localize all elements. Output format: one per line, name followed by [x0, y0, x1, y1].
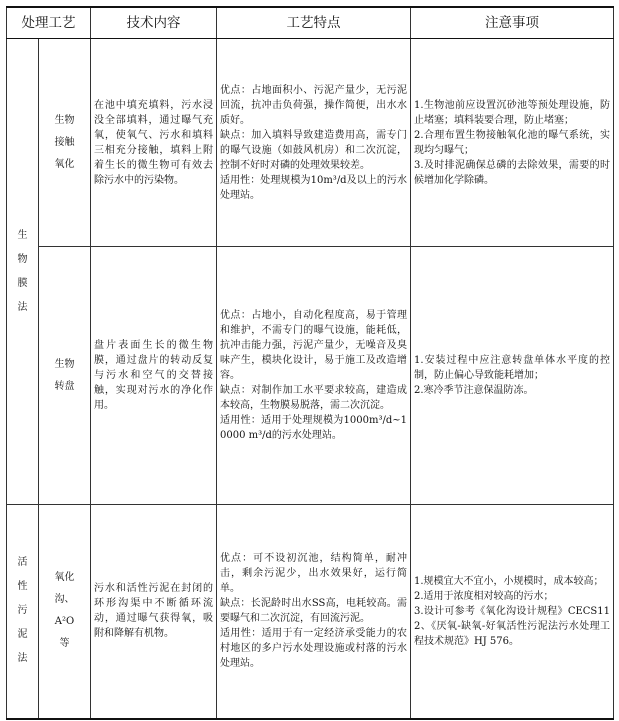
process-label: 生物转盘 [54, 358, 75, 392]
table-row [7, 247, 614, 505]
notes-cell [411, 505, 614, 719]
note-item: 1.安装过程中应注意转盘单体水平度的控制，防止偏心导致能耗增加； [414, 355, 610, 381]
process-label: 生物接触氧化 [54, 114, 75, 170]
process-cell [39, 247, 91, 505]
note-item: 3.设计可参考《氧化沟设计规程》CECS112、《厌氧-缺氧-好氧活性污泥法污水处理工程技术规范》HJ 576。 [414, 605, 610, 647]
category-cell [7, 39, 39, 505]
header-process: 处理工艺 [7, 7, 91, 39]
header-features: 工艺特点 [217, 7, 411, 39]
feature-pros: 优点：占地面积小、污泥产量少，无污泥回流，抗冲击负荷强，操作简便，出水水质好。 [220, 84, 407, 126]
feature-pros: 优点：可不设初沉池，结构简单，耐冲击，剩余污泥少，出水效果好，运行简单。 [220, 553, 407, 595]
header-tech: 技术内容 [91, 7, 217, 39]
feature-applicability: 适用性：适用于有一定经济承受能力的农村地区的多户污水处理设施或村落的污水处理站。 [220, 628, 407, 670]
process-table [6, 6, 614, 720]
note-item: 2.寒冷季节注意保温防冻。 [414, 385, 534, 396]
feature-pros: 优点：占地小，自动化程度高，易于管理和维护，不需专门的曝气设施，能耗低，抗冲击能力强，污泥产量少，无噪音及臭味产生，模块化设计，易于施工及改造增容。 [220, 310, 407, 381]
category-label: 活性污泥法 [17, 557, 28, 665]
tech-cell: 污水和活性污泥在封闭的环形沟渠中不断循环流动，通过曝气获得氧，吸附和降解有机物。 [91, 505, 217, 719]
category-cell [7, 505, 39, 719]
features-cell [217, 505, 411, 719]
category-label: 生物膜法 [17, 229, 28, 313]
notes-cell [411, 247, 614, 505]
tech-cell: 盘片表面生长的微生物膜，通过盘片的转动反复与污水和空气的交替接触，实现对污水的净化作用。 [91, 247, 217, 505]
feature-cons: 缺点：加入填料导致建造费用高，需专门的曝气设施（如鼓风机房）和二次沉淀，控制不好时对磷的处理效果较差。 [220, 129, 407, 171]
table-header-row [7, 7, 614, 39]
feature-applicability: 适用性：处理规模为10m³/d及以上的污水处理站。 [220, 174, 407, 201]
header-notes: 注意事项 [411, 7, 614, 39]
note-item: 2.适用于浓度相对较高的污水； [414, 590, 554, 602]
process-label: 氧化沟、A²O等 [54, 572, 75, 650]
process-cell [39, 39, 91, 247]
tech-cell: 在池中填充填料，污水浸没全部填料，通过曝气充氧，使氧气、污水和填料三相充分接触，填料上附着生长的微生物可有效去除污水中的污染物。 [91, 39, 217, 247]
features-cell [217, 247, 411, 505]
process-cell [39, 505, 91, 719]
note-item: 1.生物池前应设置沉砂池等预处理设施，防止堵塞；填料装要合理，防止堵塞； [414, 99, 610, 126]
features-cell [217, 39, 411, 247]
feature-cons: 缺点：对制作加工水平要求较高，建造成本较高，生物膜易脱落，需二次沉淀。 [220, 385, 407, 411]
table-row [7, 505, 614, 719]
table-row [7, 39, 614, 247]
feature-applicability: 适用性：适用于处理规模为1000m³/d~10000 m³/d的污水处理站。 [220, 415, 407, 441]
note-item: 3.及时排泥确保总磷的去除效果，需要的时候增加化学除磷。 [414, 159, 610, 186]
feature-cons: 缺点：长泥龄时出水SS高，电耗较高。需要曝气和二次沉淀，有回流污泥。 [220, 598, 407, 625]
notes-cell [411, 39, 614, 247]
note-item: 1.规模宜大不宜小，小规模时，成本较高； [414, 575, 604, 587]
note-item: 2.合理布置生物接触氧化池的曝气系统，实现均匀曝气； [414, 129, 610, 156]
